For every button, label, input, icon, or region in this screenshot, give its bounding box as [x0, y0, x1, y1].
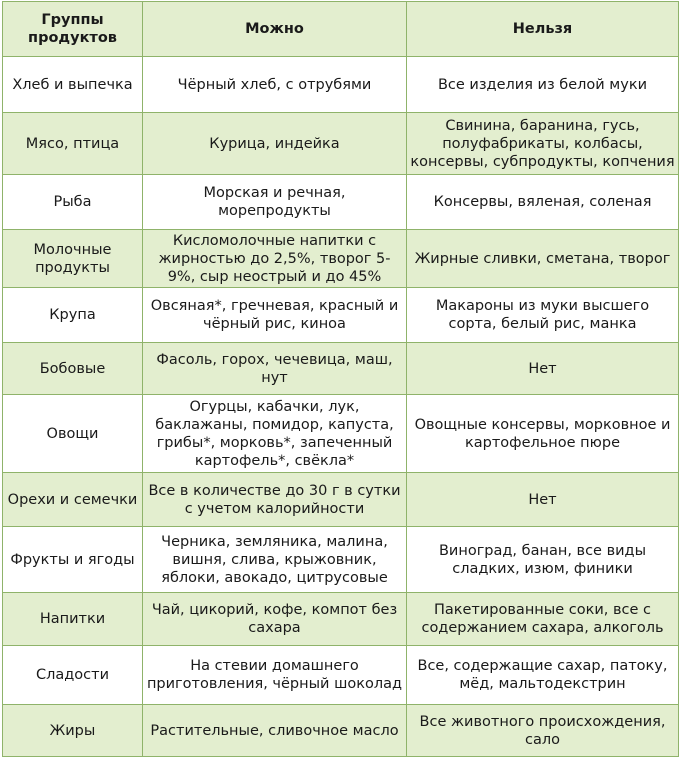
allowed-cell: Растительные, сливочное масло	[143, 705, 407, 757]
header-allowed: Можно	[143, 2, 407, 57]
table-header-row	[3, 2, 679, 57]
table-row	[3, 593, 679, 646]
table-row	[3, 395, 679, 473]
allowed-cell: Чёрный хлеб, с отрубями	[143, 57, 407, 113]
allowed-cell: Огурцы, кабачки, лук, баклажаны, помидор, капуста, грибы*, морковь*, запеченный картофель*, свёкла*	[143, 395, 407, 473]
forbidden-cell: Макароны из муки высшего сорта, белый рис, манка	[407, 288, 679, 343]
allowed-cell: Морская и речная, морепродукты	[143, 175, 407, 230]
forbidden-cell: Пакетированные соки, все с содержанием сахара, алкоголь	[407, 593, 679, 646]
table-row	[3, 705, 679, 757]
group-cell: Крупа	[3, 288, 143, 343]
allowed-cell: Кисломолочные напитки с жирностью до 2,5%, творог 5-9%, сыр неострый и до 45%	[143, 230, 407, 288]
header-forbidden: Нельзя	[407, 2, 679, 57]
allowed-cell: Курица, индейка	[143, 113, 407, 175]
table-row	[3, 57, 679, 113]
group-cell: Молочные продукты	[3, 230, 143, 288]
header-groups: Группы продуктов	[3, 2, 143, 57]
forbidden-cell: Нет	[407, 473, 679, 527]
table-row	[3, 230, 679, 288]
forbidden-cell: Консервы, вяленая, соленая	[407, 175, 679, 230]
diet-table	[2, 1, 679, 757]
allowed-cell: Черника, земляника, малина, вишня, слива, крыжовник, яблоки, авокадо, цитрусовые	[143, 527, 407, 593]
group-cell: Мясо, птица	[3, 113, 143, 175]
group-cell: Жиры	[3, 705, 143, 757]
group-cell: Бобовые	[3, 343, 143, 395]
allowed-cell: Фасоль, горох, чечевица, маш, нут	[143, 343, 407, 395]
group-cell: Фрукты и ягоды	[3, 527, 143, 593]
table-row	[3, 646, 679, 705]
forbidden-cell: Жирные сливки, сметана, творог	[407, 230, 679, 288]
allowed-cell: Чай, цикорий, кофе, компот без сахара	[143, 593, 407, 646]
table-row	[3, 527, 679, 593]
table-row	[3, 473, 679, 527]
group-cell: Орехи и семечки	[3, 473, 143, 527]
group-cell: Напитки	[3, 593, 143, 646]
table-row	[3, 288, 679, 343]
forbidden-cell: Виноград, банан, все виды сладких, изюм, финики	[407, 527, 679, 593]
table-row	[3, 343, 679, 395]
forbidden-cell: Нет	[407, 343, 679, 395]
forbidden-cell: Все изделия из белой муки	[407, 57, 679, 113]
allowed-cell: Все в количестве до 30 г в сутки с учетом калорийности	[143, 473, 407, 527]
group-cell: Овощи	[3, 395, 143, 473]
forbidden-cell: Все животного происхождения, сало	[407, 705, 679, 757]
allowed-cell: Овсяная*, гречневая, красный и чёрный рис, киноа	[143, 288, 407, 343]
forbidden-cell: Овощные консервы, морковное и картофельное пюре	[407, 395, 679, 473]
forbidden-cell: Все, содержащие сахар, патоку, мёд, мальтодекстрин	[407, 646, 679, 705]
table-row	[3, 113, 679, 175]
forbidden-cell: Свинина, баранина, гусь, полуфабрикаты, колбасы, консервы, субпродукты, копчения	[407, 113, 679, 175]
allowed-cell: На стевии домашнего приготовления, чёрный шоколад	[143, 646, 407, 705]
group-cell: Хлеб и выпечка	[3, 57, 143, 113]
table-row	[3, 175, 679, 230]
group-cell: Сладости	[3, 646, 143, 705]
group-cell: Рыба	[3, 175, 143, 230]
